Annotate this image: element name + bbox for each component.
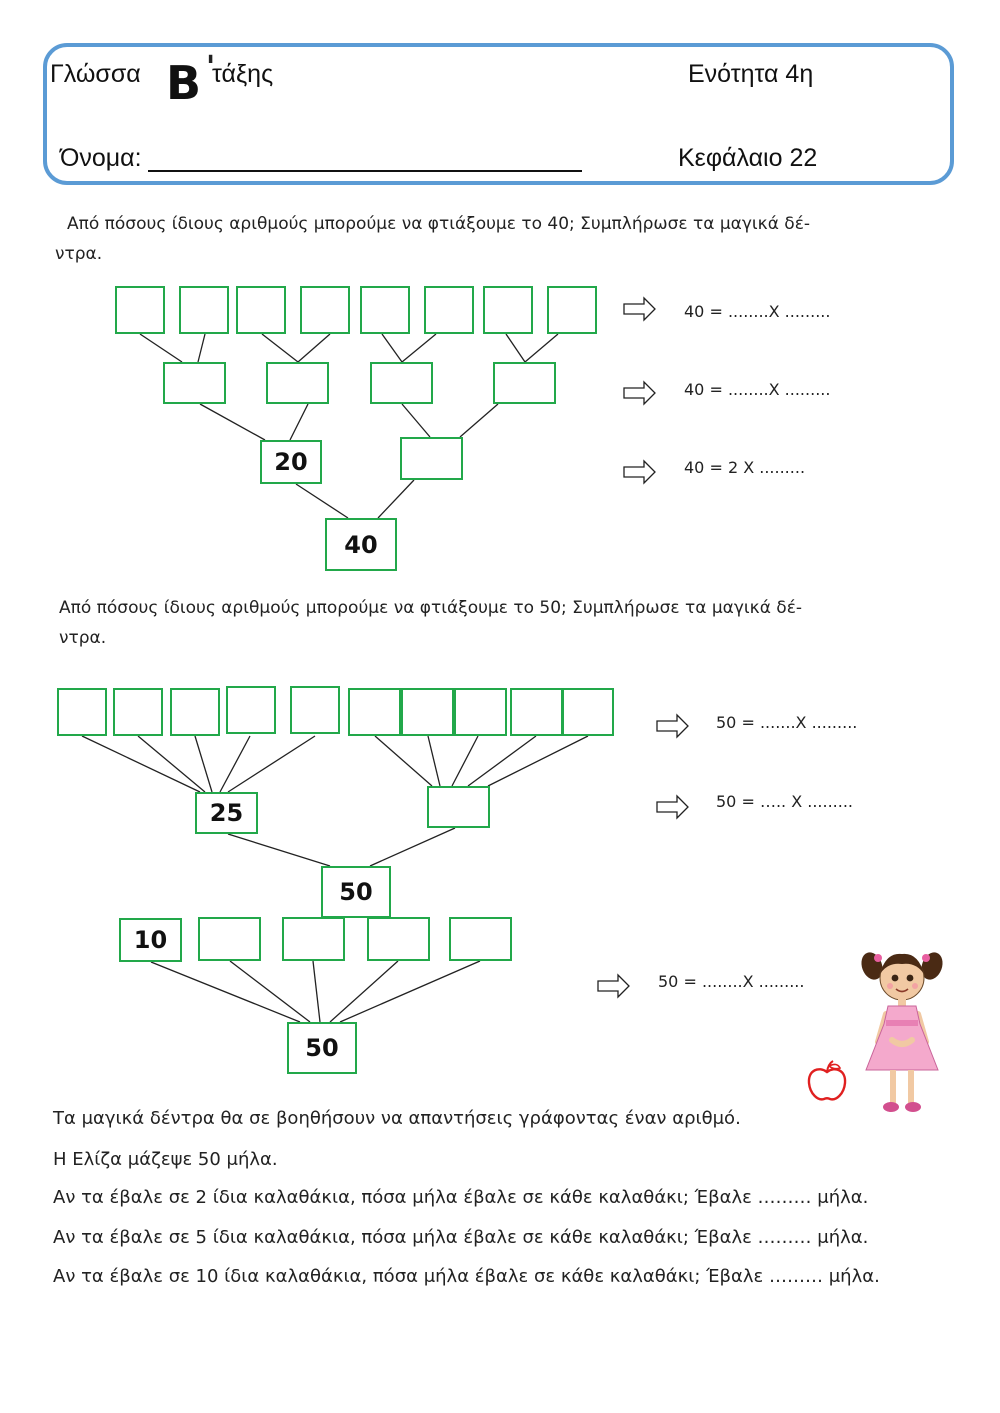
tree3-root-50: 50 <box>287 1022 357 1074</box>
tree1-top-box-8[interactable] <box>547 286 597 334</box>
arrow-icon <box>622 296 658 322</box>
tree1-top-box-1[interactable] <box>115 286 165 334</box>
arrow-icon <box>596 973 632 999</box>
section2-equation-3: 50 = ........X ......... <box>658 972 805 991</box>
section2-equation-2: 50 = ….. X ......... <box>716 792 854 811</box>
chapter-label: Κεφάλαιο 22 <box>678 144 818 172</box>
grade-mark: ' <box>206 50 216 85</box>
apple-icon <box>804 1058 850 1104</box>
tree2-top-box-9[interactable] <box>510 688 563 736</box>
tree2-top-box-6[interactable] <box>348 688 401 736</box>
tree1-top-box-7[interactable] <box>483 286 533 334</box>
section1-equation-1: 40 = ........X ......... <box>684 302 831 321</box>
tree1-mid-box-3[interactable] <box>370 362 433 404</box>
tree2-top-box-7[interactable] <box>401 688 454 736</box>
section2-instruction-line2: ντρα. <box>59 628 107 648</box>
section1-equation-3: 40 = 2 X ......... <box>684 458 806 477</box>
tree1-level3-box[interactable] <box>400 437 463 480</box>
tree1-mid-box-2[interactable] <box>266 362 329 404</box>
section1-instruction-line1: Από πόσους ίδιους αριθμούς μπορούμε να φτιάξουμε το 40; Συμπλήρωσε τα μαγικά δέ- <box>67 214 811 234</box>
tree2-top-box-2[interactable] <box>113 688 163 736</box>
tree2-value-25: 25 <box>195 792 258 834</box>
tree1-top-box-3[interactable] <box>236 286 286 334</box>
unit-label: Ενότητα 4η <box>688 60 814 88</box>
tree3-box-3[interactable] <box>282 917 345 961</box>
tree2-root-50: 50 <box>321 866 391 918</box>
questions-intro: Τα μαγικά δέντρα θα σε βοηθήσουν να απαντήσεις γράφοντας έναν αριθμό. <box>53 1108 741 1129</box>
section1-instruction-line2: ντρα. <box>55 244 103 264</box>
tree2-top-box-1[interactable] <box>57 688 107 736</box>
tree1-root-40: 40 <box>325 518 397 571</box>
tree1-top-box-4[interactable] <box>300 286 350 334</box>
tree3-box-4[interactable] <box>367 917 430 961</box>
tree2-mid-box[interactable] <box>427 786 490 828</box>
subject-label: Γλώσσα <box>50 60 141 88</box>
section2-instruction-line1: Από πόσους ίδιους αριθμούς μπορούμε να φτιάξουμε το 50; Συμπλήρωσε τα μαγικά δέ- <box>59 598 803 618</box>
girl-illustration <box>856 944 948 1116</box>
tree3-value-10: 10 <box>119 918 182 962</box>
arrow-icon <box>622 380 658 406</box>
tree3-box-5[interactable] <box>449 917 512 961</box>
tree1-mid-box-4[interactable] <box>493 362 556 404</box>
tree1-value-20: 20 <box>260 440 322 484</box>
tree2-top-box-10[interactable] <box>562 688 614 736</box>
tree1-mid-box-1[interactable] <box>163 362 226 404</box>
arrow-icon <box>655 794 691 820</box>
tree2-top-box-4[interactable] <box>226 686 276 734</box>
tree2-top-box-3[interactable] <box>170 688 220 736</box>
tree2-top-box-8[interactable] <box>454 688 507 736</box>
grade-suffix: τάξης <box>212 60 274 88</box>
question-1: Αν τα έβαλε σε 2 ίδια καλαθάκια, πόσα μήλα έβαλε σε κάθε καλαθάκι; Έβαλε ……… μήλα. <box>53 1187 869 1208</box>
arrow-icon <box>655 713 691 739</box>
questions-story: Η Ελίζα μάζεψε 50 μήλα. <box>53 1149 278 1170</box>
question-2: Αν τα έβαλε σε 5 ίδια καλαθάκια, πόσα μήλα έβαλε σε κάθε καλαθάκι; Έβαλε ……… μήλα. <box>53 1227 869 1248</box>
tree2-top-box-5[interactable] <box>290 686 340 734</box>
name-label: Όνομα: <box>60 144 142 172</box>
tree3-box-2[interactable] <box>198 917 261 961</box>
tree1-top-box-5[interactable] <box>360 286 410 334</box>
tree1-top-box-6[interactable] <box>424 286 474 334</box>
section2-equation-1: 50 = .......X ......... <box>716 713 858 732</box>
section1-equation-2: 40 = ........X ......... <box>684 380 831 399</box>
arrow-icon <box>622 459 658 485</box>
grade-letter: Β <box>166 56 202 110</box>
tree1-top-box-2[interactable] <box>179 286 229 334</box>
question-3: Αν τα έβαλε σε 10 ίδια καλαθάκια, πόσα μήλα έβαλε σε κάθε καλαθάκι; Έβαλε ……… μήλα. <box>53 1266 880 1287</box>
